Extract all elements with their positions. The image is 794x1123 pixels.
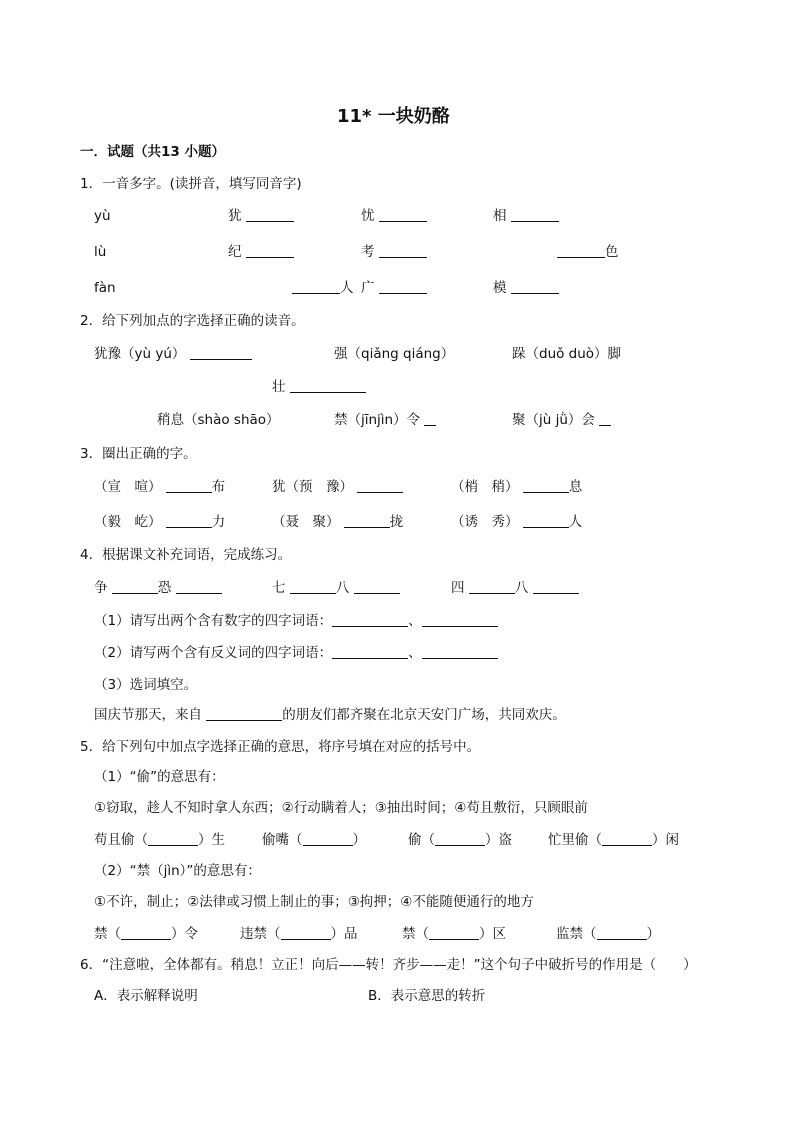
answer-blank[interactable] bbox=[246, 243, 294, 258]
q5-options-1: ①窃取，趁人不知时拿人东西；②行动瞒着人；③抽出时间；④苟且敷衍，只顾眼前 bbox=[94, 800, 588, 816]
answer-blank[interactable] bbox=[422, 644, 498, 659]
q5-item: 监禁（ ） bbox=[556, 926, 660, 942]
page-title: 11* 一块奶酪 bbox=[337, 106, 450, 127]
answer-blank[interactable] bbox=[290, 579, 336, 594]
answer-blank[interactable] bbox=[292, 279, 340, 294]
answer-blank[interactable] bbox=[511, 207, 559, 222]
q2-item: 禁（jīnjìn）令 bbox=[334, 411, 436, 429]
q5-options-2: ①不许，制止；②法律或习惯上制止的事；③拘押；④不能随便通行的地方 bbox=[94, 894, 534, 910]
q2-item: 强（qiǎng qiáng） bbox=[334, 346, 455, 362]
answer-blank[interactable] bbox=[112, 579, 158, 594]
q1-stem: 1．一音多字。(读拼音，填写同音字) bbox=[80, 176, 302, 192]
q1-item: 犹 bbox=[228, 207, 294, 225]
q1-item: 人 bbox=[292, 279, 354, 297]
answer-blank[interactable] bbox=[523, 478, 569, 493]
q4-sub-1: （1）请写出两个含有数字的四字词语： 、 bbox=[94, 612, 498, 630]
answer-blank[interactable] bbox=[424, 411, 436, 426]
answer-blank[interactable] bbox=[379, 279, 427, 294]
answer-blank[interactable] bbox=[246, 207, 294, 222]
answer-blank[interactable] bbox=[602, 831, 652, 846]
q1-item: 广 bbox=[361, 279, 427, 297]
answer-blank[interactable] bbox=[557, 243, 605, 258]
q1-item: 忧 bbox=[361, 207, 427, 225]
q3-item: （毅 屹） 力 bbox=[94, 514, 226, 530]
q1-item: 色 bbox=[557, 243, 619, 261]
answer-blank[interactable] bbox=[166, 513, 212, 528]
answer-blank[interactable] bbox=[523, 513, 569, 528]
q3-item: （诱 秀） 人 bbox=[451, 514, 583, 530]
q1-item: 考 bbox=[361, 243, 427, 261]
q5-item: 苟且偷（ ）生 bbox=[94, 832, 225, 848]
answer-blank[interactable] bbox=[166, 478, 212, 493]
q4-idiom: 四 八 bbox=[451, 579, 579, 597]
answer-blank[interactable] bbox=[357, 478, 403, 493]
q3-item: （宣 喧） 布 bbox=[94, 479, 226, 495]
answer-blank[interactable] bbox=[435, 831, 485, 846]
q5-item: 禁（ ）区 bbox=[402, 926, 506, 942]
q1-pinyin-2: lù bbox=[94, 244, 107, 260]
q4-sub-2: （2）请写两个含有反义词的四字词语： 、 bbox=[94, 644, 498, 662]
answer-blank[interactable] bbox=[148, 831, 198, 846]
answer-blank[interactable] bbox=[332, 644, 408, 659]
q2-stem: 2．给下列加点的字选择正确的读音。 bbox=[80, 313, 305, 329]
q2-item: 聚（jù jǜ）会 bbox=[512, 411, 611, 429]
q2-item: 犹豫（yù yú） bbox=[94, 345, 252, 363]
q2-item: 跺（duǒ duò）脚 bbox=[512, 346, 622, 362]
q4-idiom: 争 恐 bbox=[94, 579, 222, 597]
q3-item: （聂 聚） 拢 bbox=[272, 514, 404, 530]
answer-blank[interactable] bbox=[354, 579, 400, 594]
answer-blank[interactable] bbox=[332, 612, 408, 627]
answer-blank[interactable] bbox=[597, 925, 647, 940]
q1-pinyin-3: fàn bbox=[94, 280, 116, 296]
q5-part-2: （2）“禁（jìn）”的意思有： bbox=[94, 863, 261, 879]
answer-blank[interactable] bbox=[190, 345, 252, 360]
q6-option-b[interactable]: B．表示意思的转折 bbox=[368, 988, 486, 1004]
q3-item: （梢 稍） 息 bbox=[451, 479, 583, 495]
q5-stem: 5．给下列句中加点字选择正确的意思，将序号填在对应的括号中。 bbox=[80, 739, 481, 755]
q2-item: 稍息（shào shāo） bbox=[157, 412, 280, 428]
q6-stem: 6．“注意啦，全体都有。稍息！立正！向后——转！齐步——走！”这个句子中破折号的作用是（ ） bbox=[80, 957, 697, 973]
q6-option-a[interactable]: A．表示解释说明 bbox=[94, 988, 198, 1004]
section-heading: 一．试题（共13 小题） bbox=[80, 144, 225, 160]
q1-item: 模 bbox=[493, 279, 559, 297]
answer-blank[interactable] bbox=[511, 279, 559, 294]
q4-stem: 4．根据课文补充词语，完成练习。 bbox=[80, 547, 292, 563]
q4-sub-3: （3）选词填空。 bbox=[94, 677, 198, 693]
answer-blank[interactable] bbox=[344, 513, 390, 528]
answer-blank[interactable] bbox=[206, 706, 282, 721]
q5-item: 偷（ ）盗 bbox=[408, 832, 512, 848]
answer-blank[interactable] bbox=[176, 579, 222, 594]
answer-blank[interactable] bbox=[303, 831, 353, 846]
q1-item: 相 bbox=[493, 207, 559, 225]
q5-item: 忙里偷（ ）闲 bbox=[548, 832, 679, 848]
answer-blank[interactable] bbox=[422, 612, 498, 627]
q3-stem: 3．圈出正确的字。 bbox=[80, 446, 197, 462]
answer-blank[interactable] bbox=[469, 579, 515, 594]
answer-blank[interactable] bbox=[281, 925, 331, 940]
q5-item: 禁（ ）令 bbox=[94, 926, 198, 942]
answer-blank[interactable] bbox=[599, 411, 611, 426]
q5-part-1: （1）“偷”的意思有： bbox=[94, 769, 225, 785]
q4-idiom: 七 八 bbox=[272, 579, 400, 597]
q3-item: 犹（预 豫） bbox=[272, 478, 403, 496]
q5-item: 违禁（ ）品 bbox=[240, 926, 358, 942]
q1-pinyin-1: yù bbox=[94, 208, 111, 224]
q1-item: 纪 bbox=[228, 243, 294, 261]
answer-blank[interactable] bbox=[429, 925, 479, 940]
q5-item: 偷嘴（ ） bbox=[262, 832, 366, 848]
answer-blank[interactable] bbox=[379, 207, 427, 222]
answer-blank[interactable] bbox=[121, 925, 171, 940]
answer-blank[interactable] bbox=[290, 378, 366, 393]
answer-blank[interactable] bbox=[533, 579, 579, 594]
q4-fill-sentence: 国庆节那天，来自 的朋友们都齐聚在北京天安门广场，共同欢庆。 bbox=[94, 707, 566, 723]
answer-blank[interactable] bbox=[379, 243, 427, 258]
q2-item: 壮 bbox=[272, 378, 366, 396]
